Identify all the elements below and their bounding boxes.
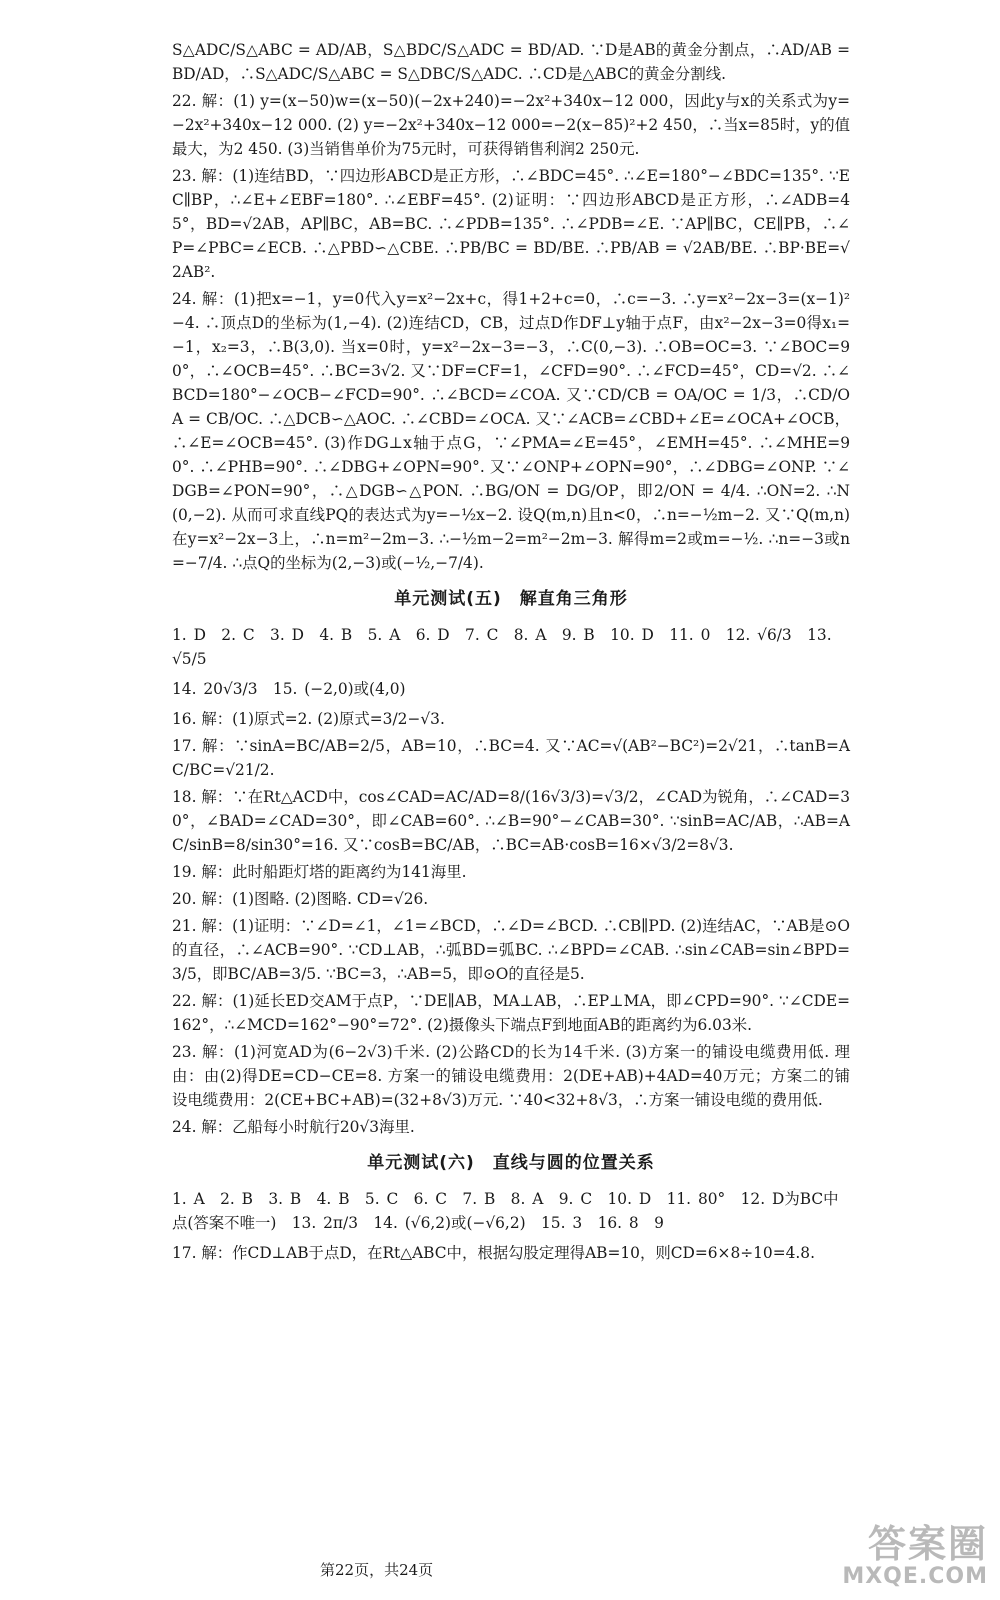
watermark-logo-text: 答案圈 [867, 1522, 988, 1566]
answer-19: 19. 解：此时船距灯塔的距离约为141海里. [172, 863, 467, 881]
paragraph-golden-section: S△ADC/S△ABC = AD/AB，S△BDC/S△ADC = BD/AD. ∵D是AB的黄金分割点，∴AD/AB = BD/AD，∴S△ADC/S△ABC = S△DBC/S△ADC. ∴CD是△ABC的黄金分割线. [172, 41, 850, 83]
answer-24: 24. 解：乙船每小时航行20√3海里. [172, 1118, 415, 1136]
answer-16: 16. 解：(1)原式=2. (2)原式=3/2−√3. [172, 710, 445, 728]
answer-22: 22. 解：(1)延长ED交AM于点P，∵DE∥AB，MA⊥AB，∴EP⊥MA，即∠CPD=90°. ∵∠CDE=162°，∴∠MCD=162°−90°=72°. (2)摄像头下端点F到地面AB的距离约为6.03米. [172, 992, 850, 1034]
answer-18: 18. 解：∵在Rt△ACD中，cos∠CAD=AC/AD=8/(16√3/3)=√3/2，∠CAD为锐角，∴∠CAD=30°，∠BAD=∠CAD=30°，即∠CAB=60°. ∴∠B=90°−∠CAB=30°. ∵sinB=AC/AB，∴AB=AC/sinB=8/sin30°=16. 又∵cosB=BC/AB，∴BC=AB·cosB=16×√3/2=8√3. [172, 788, 850, 854]
answer-21: 21. 解：(1)证明：∵∠D=∠1，∠1=∠BCD，∴∠D=∠BCD. ∴CB∥PD. (2)连结AC，∵AB是⊙O的直径，∴∠ACB=90°. ∵CD⊥AB，∴弧BD=弧BC. ∴∠BPD=∠CAB. ∴sin∠CAB=sin∠BPD=3/5，即BC/AB=3/5. ∵BC=3，∴AB=5，即⊙O的直径是5. [172, 917, 850, 983]
choice-answers-unit5-line1: 1. D 2. C 3. D 4. B 5. A 6. D 7. C 8. A 9. B 10. D 11. 0 12. √6/3 13. √5/5 [172, 626, 832, 668]
watermark-logo [788, 1524, 988, 1594]
answer-22-sales: 22. 解：(1) y=(x−50)w=(x−50)(−2x+240)=−2x²+340x−12 000，因此y与x的关系式为y=−2x²+340x−12 000. (2) y=−2x²+340x−12 000=−2(x−85)²+2 450，∴当x=85时，y的值最大，为2 450. (3)当销售单价为75元时，可获得销售利润2 250元. [172, 92, 851, 158]
page-number: 第22页，共24页 [320, 1561, 434, 1579]
section-heading-unit5: 单元测试(五) 解直角三角形 [394, 589, 628, 609]
answer-23-square: 23. 解：(1)连结BD，∵四边形ABCD是正方形，∴∠BDC=45°. ∴∠E=180°−∠BDC=135°. ∵EC∥BP，∴∠E+∠EBF=180°. ∴∠EBF=45°. (2)证明：∵四边形ABCD是正方形，∴∠ADB=45°，BD=√2AB，AP∥BC，AB=BC. ∴∠PDB=135°. ∴∠PDB=∠E. ∵AP∥BC，CE∥PB，∴∠P=∠PBC=∠ECB. ∴△PBD∽△CBE. ∴PB/BC = BD/BE. ∴PB/AB = √2AB/BE. ∴BP·BE=√2AB². [172, 167, 850, 281]
answer-17: 17. 解：∵sinA=BC/AB=2/5，AB=10，∴BC=4. 又∵AC=√(AB²−BC²)=2√21，∴tanB=AC/BC=√21/2. [172, 737, 850, 779]
choice-answers-unit6: 1. A 2. B 3. B 4. B 5. C 6. C 7. B 8. A 9. C 10. D 11. 80° 12. D为BC中点(答案不唯一) 13. 2π/3 14. (√6,2)或(−√6,2) 15. 3 16. 8 9 [172, 1190, 839, 1232]
answer-23: 23. 解：(1)河宽AD为(6−2√3)千米. (2)公路CD的长为14千米. (3)方案一的铺设电缆费用低. 理由：由(2)得DE=CD−CE=8. 方案一的铺设电缆费用：2(DE+AB)+4AD=40万元；方案二的铺设电缆费用：2(CE+BC+AB)=(32+8√3)万元. ∵40<32+8√3，∴方案一铺设电缆的费用低. [172, 1043, 850, 1109]
watermark-site-text: MXQE.COM [842, 1564, 988, 1589]
choice-answers-unit5-line2: 14. 20√3/3 15. (−2,0)或(4,0) [172, 680, 406, 698]
answer-17-unit6: 17. 解：作CD⊥AB于点D，在Rt△ABC中，根据勾股定理得AB=10，则CD=6×8÷10=4.8. [172, 1244, 815, 1262]
section-heading-unit6: 单元测试(六) 直线与圆的位置关系 [367, 1153, 655, 1173]
answer-24-parabola: 24. 解：(1)把x=−1，y=0代入y=x²−2x+c，得1+2+c=0，∴c=−3. ∴y=x²−2x−3=(x−1)²−4. ∴顶点D的坐标为(1,−4). (2)连结CD，CB，过点D作DF⊥y轴于点F，由x²−2x−3=0得x₁=−1，x₂=3，∴B(3,0). 当x=0时，y=x²−2x−3=−3，∴C(0,−3). ∴OB=OC=3. ∵∠BOC=90°，∴∠OCB=45°. ∴BC=3√2. 又∵DF=CF=1，∠CFD=90°. ∴∠FCD=45°，CD=√2. ∴∠BCD=180°−∠OCB−∠FCD=90°. ∴∠BCD=∠COA. 又∵CD/CB = OA/OC = 1/3，∴CD/OA = CB/OC. ∴△DCB∽△AOC. ∴∠CBD=∠OCA. 又∵∠ACB=∠CBD+∠E=∠OCA+∠OCB，∴∠E=∠OCB=45°. (3)作DG⊥x轴于点G，∵∠PMA=∠E=45°，∠EMH=45°. ∴∠MHE=90°. ∴∠PHB=90°. ∴∠DBG+∠OPN=90°. 又∵∠ONP+∠OPN=90°，∴∠DBG=∠ONP. ∵∠DGB=∠PON=90°，∴△DGB∽△PON. ∴BG/ON = DG/OP，即2/ON = 4/4. ∴ON=2. ∴N(0,−2). 从而可求直线PQ的表达式为y=−½x−2. 设Q(m,n)且n<0，∴n=−½m−2. 又∵Q(m,n)在y=x²−2x−3上，∴n=m²−2m−3. ∴−½m−2=m²−2m−3. 解得m=2或m=−½. ∴n=−3或n=−7/4. ∴点Q的坐标为(2,−3)或(−½,−7/4). [172, 290, 850, 572]
answer-20: 20. 解：(1)图略. (2)图略. CD=√26. [172, 890, 429, 908]
